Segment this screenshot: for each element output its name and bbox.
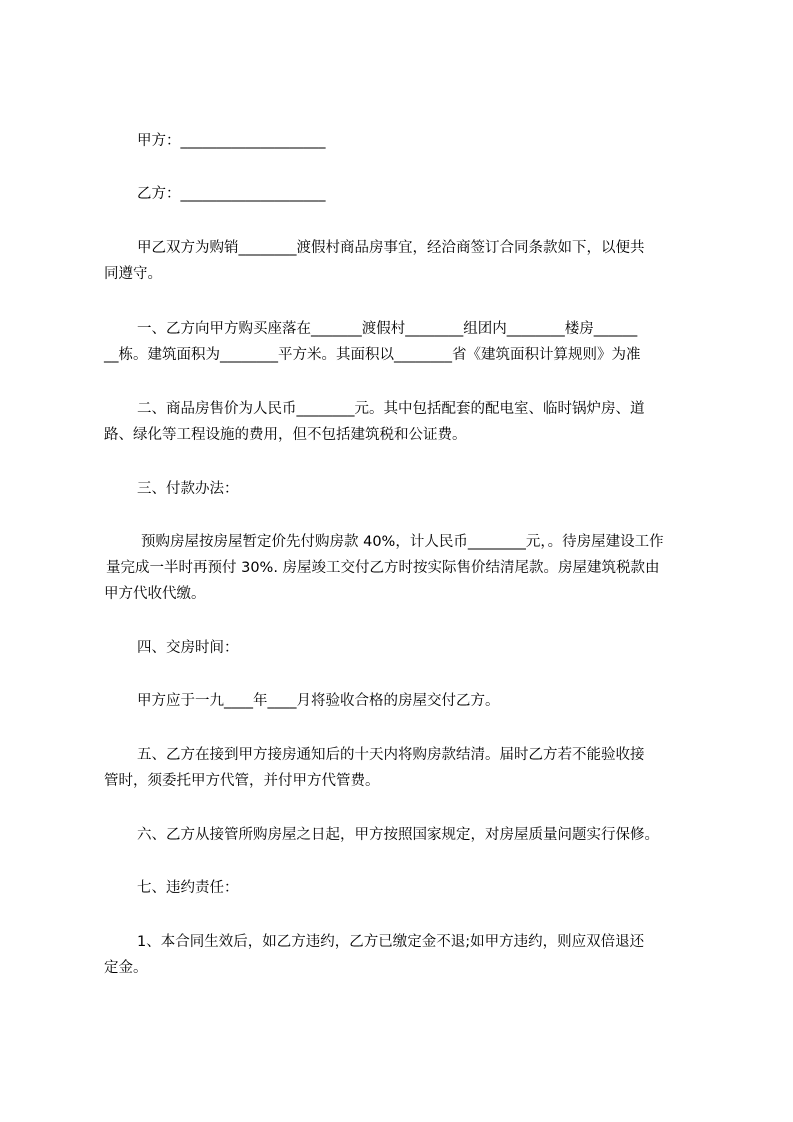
clause-7-heading: 七、违约责任：	[137, 880, 239, 896]
clause-7-item-1-line-2: 定金。	[104, 960, 148, 976]
clause-2-line-1: 二、商品房售价为人民币________元。其中包括配套的配电室、临时锅炉房、道	[137, 401, 645, 417]
clause-3-body-line-3: 甲方代收代缴。	[104, 586, 206, 602]
party-a-line: 甲方：____________________	[137, 133, 326, 149]
party-b-line: 乙方：____________________	[137, 186, 326, 202]
clause-3-heading: 三、付款办法：	[137, 481, 239, 497]
clause-1-line-1: 一、乙方向甲方购买座落在_______渡假村________组团内________楼房______	[137, 321, 638, 337]
clause-5-line-2: 管时，须委托甲方代管，并付甲方代管费。	[104, 773, 380, 789]
clause-1-line-2: __栋。建筑面积为________平方米。其面积以________省《建筑面积计算规则》为准	[104, 347, 641, 363]
intro-line-1: 甲乙双方为购销________渡假村商品房事宜，经洽商签订合同条款如下，以便共	[137, 240, 645, 256]
clause-3-body-line-2: 量完成一半时再预付 30%. 房屋竣工交付乙方时按实际售价结清尾款。房屋建筑税款由	[106, 560, 660, 576]
clause-6-line: 六、乙方从接管所购房屋之日起，甲方按照国家规定，对房屋质量问题实行保修。	[137, 827, 659, 843]
clause-7-item-1-line-1: 1、本合同生效后，如乙方违约，乙方已缴定金不退;如甲方违约，则应双倍退还	[137, 934, 645, 950]
clause-4-body: 甲方应于一九____年____月将验收合格的房屋交付乙方。	[137, 693, 500, 709]
clause-2-line-2: 路、绿化等工程设施的费用，但不包括建筑税和公证费。	[104, 427, 467, 443]
clause-3-body-line-1: 预购房屋按房屋暂定价先付购房款 40%，计人民币________元，。待房屋建设工作	[141, 534, 664, 550]
intro-line-2: 同遵守。	[104, 266, 162, 282]
clause-5-line-1: 五、乙方在接到甲方接房通知后的十天内将购房款结清。届时乙方若不能验收接	[137, 747, 645, 763]
clause-4-heading: 四、交房时间：	[137, 640, 239, 656]
